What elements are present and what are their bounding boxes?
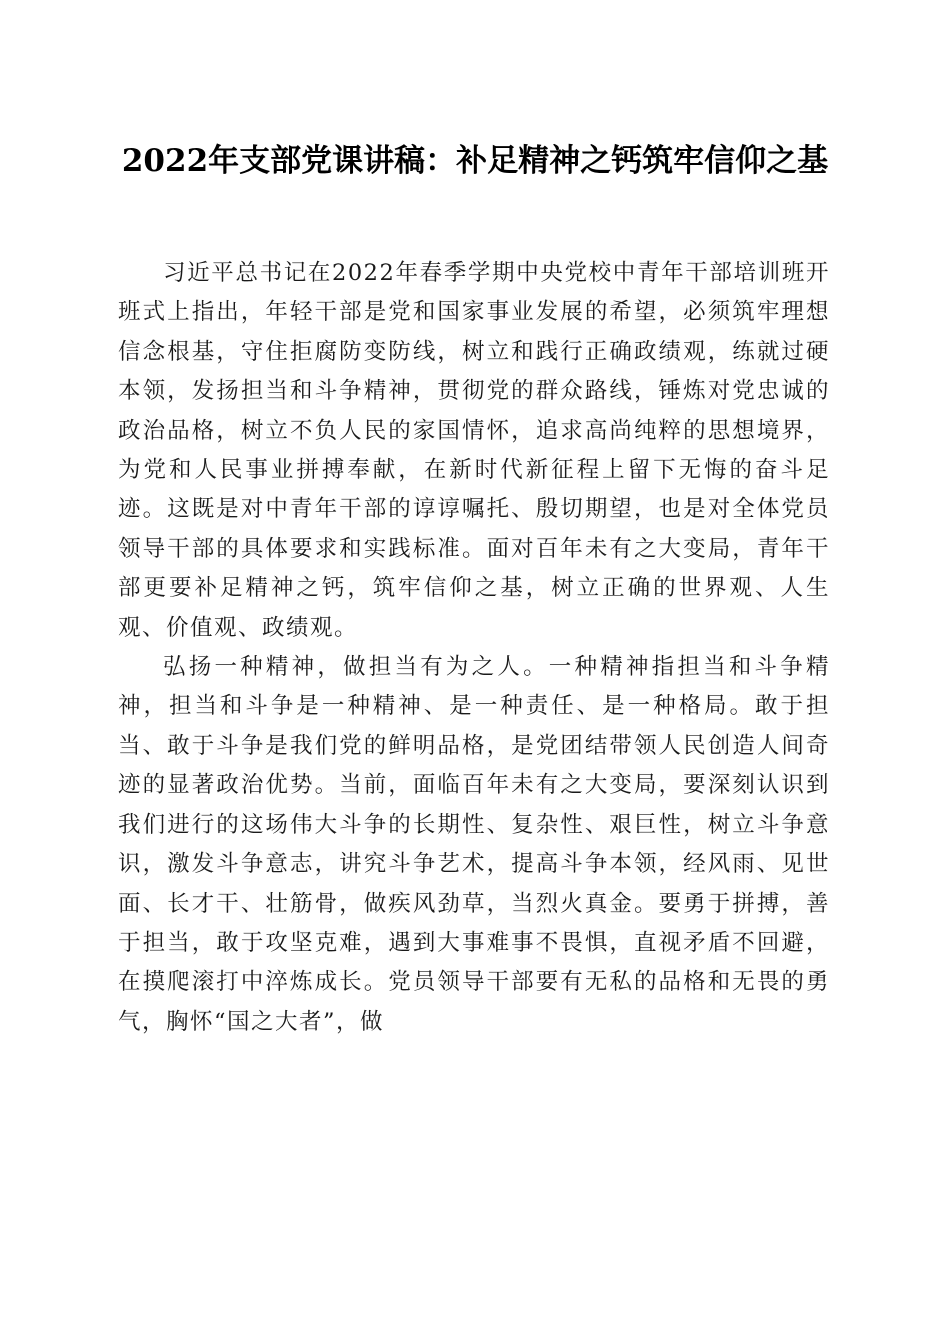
- document-title: 2022年支部党课讲稿：补足精神之钙筑牢信仰之基: [121, 143, 829, 179]
- document-body: [118, 254, 830, 1042]
- paragraph-2: 弘扬一种精神，做担当有为之人。一种精神指担当和斗争精神，担当和斗争是一种精神、是一种责任、是一种格局。敢于担当、敢于斗争是我们党的鲜明品格，是党团结带领人民创造人间奇迹的显著政治优势。当前，面临百年未有之大变局，要深刻认识到我们进行的这场伟大斗争的长期性、复杂性、艰巨性，树立斗争意识，激发斗争意志，讲究斗争艺术，提高斗争本领，经风雨、见世面、长才干、壮筋骨，做疾风劲草，当烈火真金。要勇于拼搏，善于担当，敢于攻坚克难，遇到大事难事不畏惧，直视矛盾不回避，在摸爬滚打中淬炼成长。党员领导干部要有无私的品格和无畏的勇气，胸怀“国之大者”，做: [118, 654, 830, 1035]
- paragraph-1: 习近平总书记在2022年春季学期中央党校中青年干部培训班开班式上指出，年轻干部是党和国家事业发展的希望，必须筑牢理想信念根基，守住拒腐防变防线，树立和践行正确政绩观，练就过硬本领，发扬担当和斗争精神，贯彻党的群众路线，锤炼对党忠诚的政治品格，树立不负人民的家国情怀，追求高尚纯粹的思想境界，为党和人民事业拼搏奉献，在新时代新征程上留下无悔的奋斗足迹。这既是对中青年干部的谆谆嘱托、殷切期望，也是对全体党员领导干部的具体要求和实践标准。面对百年未有之大变局，青年干部更要补足精神之钙，筑牢信仰之基，树立正确的世界观、人生观、价值观、政绩观。: [118, 260, 830, 641]
